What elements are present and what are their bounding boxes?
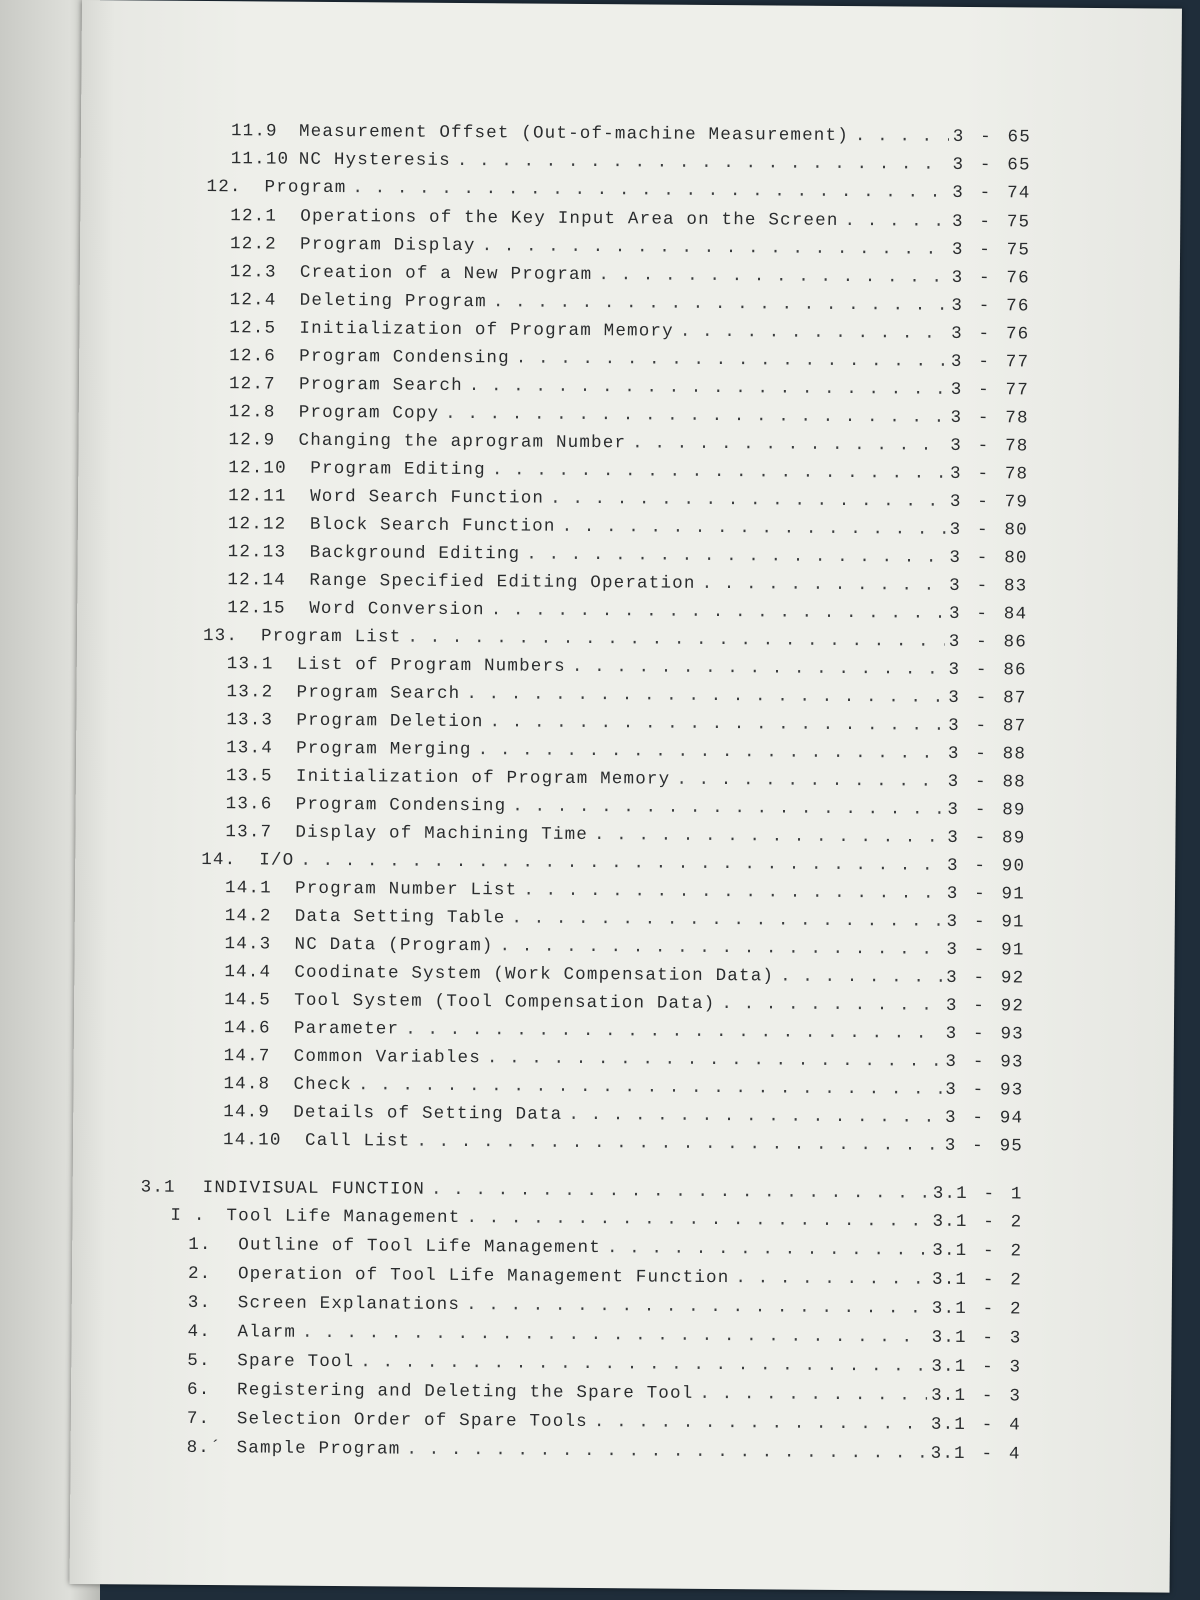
toc-entry-page: 3.1 - 4 [930,1443,1021,1465]
toc-entry [187,1320,1021,1351]
toc-entry-number: 12.5 [229,318,277,339]
dot-leader [526,543,945,570]
toc-entry-number: 13.7 [225,822,273,843]
toc-entry-page: 3 - 95 [944,1135,1024,1157]
toc-entry-number: 14.8 [223,1074,271,1095]
toc-entry-page: 3 - 76 [951,267,1030,289]
toc-entry-title: Program Deletion [296,710,484,733]
toc-entry [226,708,1026,738]
toc-entry-number: 12.3 [229,262,277,283]
toc-entry-page: 3 - 75 [951,211,1031,233]
dot-leader [562,515,946,542]
toc-entry [223,1128,1023,1158]
toc-entry-number: 12.2 [230,234,277,255]
dot-leader [406,1438,926,1466]
dot-leader [358,1073,941,1102]
toc-entry-page: 3.1 - 2 [932,1240,1023,1262]
toc-entry-title: NC Data (Program) [294,934,494,957]
dot-leader [598,263,947,290]
toc-entry-title: Program Copy [298,402,440,424]
toc-entry-number: 11.9 [230,121,278,142]
toc-entry-title: Outline of Tool Life Management [238,1235,602,1259]
dot-leader [512,794,943,821]
toc-entry-number: 12.10 [228,458,287,479]
toc-entry-number: 13.2 [226,682,274,703]
toc-entry-page: 3 - 94 [944,1107,1024,1129]
dot-leader [702,572,946,598]
dot-leader [607,1236,928,1263]
toc-entry [187,1436,1021,1467]
toc-entry-title: Program Search [298,374,463,397]
toc-entry [230,204,1030,234]
toc-entry-number: 3.1 [140,1177,176,1198]
dot-leader [492,458,946,486]
toc-entry [188,1291,1022,1322]
toc-entry [225,876,1025,906]
toc-entry-number: 12.7 [228,374,276,395]
toc-entry [227,652,1027,682]
dot-leader [699,1382,927,1408]
toc-entry [230,232,1030,262]
toc-entry-number: 11.10 [230,149,290,170]
toc-entry-title: Check [293,1074,353,1096]
toc-entry [225,820,1025,850]
toc-entry-number: 13.6 [225,794,273,815]
toc-entry [231,147,1031,177]
toc-entry-title: Operations of the Key Input Area on the Screen [300,206,839,231]
document-page [70,0,1182,1593]
toc-entry [187,1378,1021,1409]
toc-entry-page: 3 - 77 [950,379,1030,401]
toc-entry-title: Measurement Offset (Out-of-machine Measurement) [298,121,850,147]
dot-leader [445,402,947,430]
toc-entry [228,512,1028,542]
dot-leader [466,1206,928,1234]
toc-entry-number: 13.5 [225,766,273,787]
toc-entry-number: 2. [187,1263,212,1285]
toc-entry-number: 14.9 [223,1102,271,1123]
toc-entry-title: Program Search [296,682,461,704]
toc-entry-page: 3 - 83 [949,575,1028,597]
toc-entry [170,1204,1022,1235]
toc-entry-title: Program Merging [296,738,472,761]
toc-entry-title: Sample Program [236,1438,401,1460]
dot-leader [466,682,944,710]
toc-entry-title: Coodinate System (Work Compensation Data) [294,962,775,987]
toc-entry-title: Alarm [237,1322,297,1343]
toc-entry-title: Program [264,177,347,199]
toc-entry-page: 3 - 90 [946,855,1026,877]
toc-entry [206,175,1030,205]
toc-entry-title: Call List [304,1130,411,1152]
toc-entry-title: Range Specified Editing Operation [309,570,696,594]
dot-leader [680,320,947,346]
toc-entry-page: 3 - 87 [948,687,1027,709]
toc-entry-title: Operation of Tool Life Management Function [237,1264,730,1289]
toc-entry-title: I/O [259,850,295,871]
toc-entry-page: 3.1 - 2 [932,1211,1023,1233]
toc-entry [229,372,1029,402]
toc-entry-page: 3.1 - 2 [931,1298,1022,1320]
dot-leader [478,738,944,766]
toc-entry-page: 3 - 92 [946,967,1025,989]
toc-entry-number: 12.11 [228,486,287,507]
dot-leader [352,176,948,205]
toc-entry-page: 3 - 91 [946,911,1025,933]
toc-entry-number: 14.3 [224,934,272,955]
dot-leader [416,1130,941,1158]
toc-entry-page: 3 - 78 [950,435,1029,457]
toc-entry-page: 3 - 76 [951,295,1030,317]
toc-entry-number: 12.1 [230,206,278,227]
dot-leader [523,878,943,905]
dot-leader [594,823,943,850]
toc-entry-page: 3 - 75 [951,239,1031,261]
toc-entry [229,400,1029,430]
dot-leader [487,1046,942,1074]
toc-entry-page: 3 - 92 [945,995,1025,1017]
toc-entry-page: 3 - 88 [947,771,1026,793]
toc-entry-page: 3.1 - 3 [931,1385,1022,1407]
toc-entry-number: 12.13 [227,542,287,563]
dot-leader [735,1266,928,1292]
toc-entry-page: 3 - 93 [945,1079,1024,1101]
toc-entry-page: 3.1 - 3 [931,1327,1022,1349]
toc-entry [230,260,1030,290]
toc-entry [201,848,1025,878]
toc-entry-page: 3 - 89 [947,799,1026,821]
dot-leader [844,209,948,234]
toc-entry-number: 13. [202,625,239,647]
toc-entry-title: Spare Tool [237,1351,355,1373]
toc-entry [226,680,1026,710]
toc-entry-number: 12.15 [227,598,286,619]
dot-leader [550,487,946,514]
toc-entry [229,344,1029,374]
toc-entry-title: Word Search Function [310,486,545,509]
dot-leader [489,710,944,738]
toc-entry-page: 3.1 - 1 [932,1183,1023,1205]
toc-entry [228,456,1028,486]
toc-entry-title: Changing the aprogram Number [298,430,627,454]
toc-entry-number: 14.5 [224,990,272,1011]
toc-entry [231,119,1031,149]
toc-entry [188,1262,1022,1293]
toc-entry [188,1233,1022,1264]
toc-entry [187,1407,1021,1438]
toc-entry-page: 3.1 - 2 [931,1269,1023,1291]
toc-entry-page: 3 - 79 [949,491,1029,513]
toc-entry-title: Display of Machining Time [295,822,589,845]
dot-leader [721,992,942,1018]
toc-entry-title: Word Conversion [309,598,485,621]
toc-entry-number: 12. [206,176,242,198]
dot-leader [431,1178,929,1206]
dot-leader [300,849,943,878]
dot-leader [572,655,945,682]
toc-entry [141,1175,1023,1206]
toc-entry [230,288,1030,318]
dot-leader [632,431,946,457]
toc-entry-title: Program List [260,626,402,648]
toc-entry-title: Common Variables [293,1046,482,1069]
toc-entry-title: Screen Explanations [237,1293,461,1316]
dot-leader [302,1321,928,1350]
toc-entry [224,932,1024,962]
dot-leader [360,1350,927,1378]
toc-entry-page: 3 - 84 [948,603,1028,625]
toc-entry-page: 3 - 89 [947,827,1026,849]
dot-leader [511,906,942,933]
toc-entry-number: 14.2 [224,906,272,927]
toc-entry-title: Initialization of Program Memory [295,766,671,790]
toc-entry [223,1072,1023,1102]
dot-leader [469,374,947,402]
toc-entry [227,596,1027,626]
dot-leader [499,934,942,961]
toc-entry-title: Creation of a New Program [299,262,593,286]
toc-entry-page: 3 - 87 [948,715,1027,737]
toc-entry-number: 14.6 [223,1018,271,1039]
toc-entry-page: 3 - 74 [952,182,1031,204]
dot-leader [466,1293,928,1321]
toc-entry-number: 13.4 [226,738,274,759]
toc-entry-title: Program Display [300,234,476,257]
toc-entry [228,428,1028,458]
dot-leader [676,768,943,794]
dot-leader [516,346,947,373]
toc-entry-number: 14.1 [224,878,272,899]
toc-entry-page: 3 - 65 [952,154,1031,176]
toc-entry [224,960,1024,990]
dot-leader [855,124,949,149]
toc-entry-number: I . [170,1205,206,1227]
toc-entry [226,792,1026,822]
toc-entry-page: 3 - 77 [950,351,1030,373]
toc-entry [228,484,1028,514]
toc-entry [224,988,1024,1018]
toc-entry [223,1100,1023,1130]
toc-entry-page: 3.1 - 4 [930,1414,1021,1436]
dot-leader [780,965,942,990]
toc-entry-title: NC Hysteresis [298,149,451,171]
toc-entry-title: Selection Order of Spare Tools [236,1409,588,1433]
toc-entry [224,1044,1024,1074]
toc-entry-page: 3 - 65 [952,126,1032,148]
toc-entry [203,624,1027,654]
dot-leader [491,598,945,626]
toc-entry-number: 13.1 [226,654,274,675]
toc-entry-page: 3 - 91 [946,883,1026,905]
toc-entry-title: Details of Setting Data [293,1102,563,1125]
toc-entry [226,764,1026,794]
dot-leader [568,1103,941,1130]
dot-leader [405,1018,942,1046]
toc-entry-title: List of Program Numbers [296,654,566,677]
toc-entry [228,540,1028,570]
toc-entry [226,736,1026,766]
toc-entry-title: Background Editing [309,542,521,565]
toc-entry-title: Registering and Deleting the Spare Tool [237,1380,694,1404]
toc-entry-number: 8.´ [186,1437,222,1459]
toc-entry-number: 12.6 [229,346,277,367]
toc-entry-page: 3 - 78 [950,463,1029,485]
toc-entry [225,904,1025,934]
table-of-contents [82,0,1182,1465]
toc-entry [227,568,1027,598]
toc-entry-number: 14.4 [224,962,272,983]
dot-leader [594,1410,927,1437]
toc-entry-title: Initialization of Program Memory [299,318,674,342]
toc-entry-title: Parameter [293,1018,400,1040]
toc-entry-page: 3 - 76 [951,323,1030,345]
toc-entry-page: 3 - 93 [945,1023,1024,1045]
toc-entry-number: 12.14 [227,570,287,591]
toc-entry-number: 14. [201,849,237,871]
toc-entry-number: 3. [187,1292,212,1314]
toc-entry-number: 4. [187,1321,212,1343]
toc-entry-page: 3 - 80 [949,547,1028,569]
toc-entry-title: Tool Life Management [226,1206,461,1229]
toc-entry-page: 3 - 93 [945,1051,1024,1073]
toc-entry-page: 3 - 86 [948,659,1027,681]
toc-entry-number: 13.3 [226,710,274,731]
dot-leader [493,290,948,318]
toc-entry-number: 14.10 [222,1130,282,1151]
dot-leader [482,234,948,262]
toc-entry-page: 3 - 86 [948,631,1028,653]
toc-entry-title: Program Condensing [295,794,507,817]
toc-entry [229,316,1029,346]
toc-entry-title: Tool System (Tool Compensation Data) [294,990,716,1015]
toc-entry-page: 3 - 80 [949,519,1028,541]
dot-leader [457,149,949,177]
toc-entry-number: 12.8 [228,402,276,423]
toc-entry-number: 12.4 [229,290,277,311]
toc-entry-number: 14.7 [223,1046,271,1067]
toc-entry-number: 5. [187,1350,211,1372]
toc-entry-title: Data Setting Table [294,906,506,929]
toc-entry [187,1349,1021,1380]
toc-entry-title: Program Editing [310,458,486,481]
toc-entry-number: 7. [186,1408,211,1430]
toc-entry-title: Program Condensing [299,346,510,369]
toc-entry-title: INDIVISUAL FUNCTION [202,1177,426,1200]
toc-entry-page: 3 - 78 [950,407,1029,429]
toc-entry-page: 3 - 91 [946,939,1025,961]
toc-entry-page: 3 - 88 [947,743,1027,765]
dot-leader [407,626,945,654]
toc-entry-title: Program Number List [294,878,518,901]
toc-entry-number: 12.12 [227,514,287,535]
toc-entry-page: 3.1 - 3 [931,1356,1022,1378]
toc-entry-title: Deleting Program [299,290,487,313]
toc-entry [224,1016,1024,1046]
toc-entry-number: 1. [188,1234,212,1256]
toc-entry-number: 6. [187,1379,211,1401]
toc-entry-title: Block Search Function [309,514,556,537]
toc-entry-number: 12.9 [228,430,276,451]
